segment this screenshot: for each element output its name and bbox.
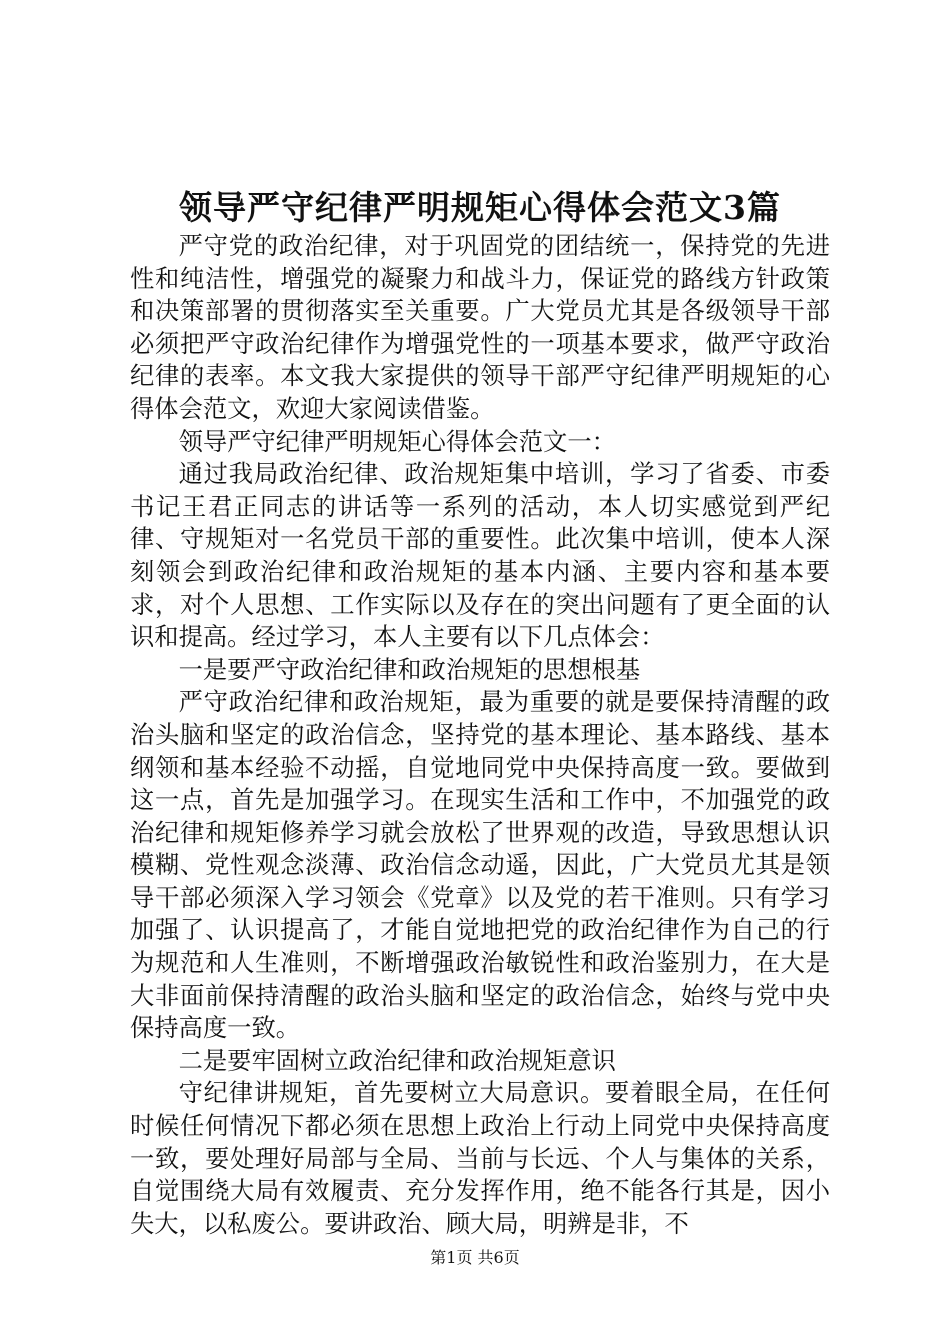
document-title: 领导严守纪律严明规矩心得体会范文3篇 xyxy=(179,188,781,227)
paragraph: 严守党的政治纪律，对于巩固党的团结统一，保持党的先进性和纯洁性，增强党的凝聚力和战斗力，保证党的路线方针政策和决策部署的贯彻落实至关重要。广大党员尤其是各级领导干部必须把严守政治纪律作为增强党性的一项基本要求，做严守政治纪律的表率。本文我大家提供的领导干部严守纪律严明规矩的心得体会范文，欢迎大家阅读借鉴。 xyxy=(130,231,830,423)
paragraph: 通过我局政治纪律、政治规矩集中培训，学习了省委、市委书记王君正同志的讲话等一系列的活动，本人切实感觉到严纪律、守规矩对一名党员干部的重要性。此次集中培训，使本人深刻领会到政治纪律和政治规矩的基本内涵、主要内容和基本要求，对个人思想、工作实际以及存在的突出问题有了更全面的认识和提高。经过学习，本人主要有以下几点体会： xyxy=(130,459,830,652)
section-heading: 领导严守纪律严明规矩心得体会范文一： xyxy=(178,426,616,456)
section-heading: 二是要牢固树立政治纪律和政治规矩意识 xyxy=(178,1045,616,1075)
page-footer: 第1页 共6页 xyxy=(430,1248,520,1267)
paragraph: 守纪律讲规矩，首先要树立大局意识。要着眼全局，在任何时候任何情况下都必须在思想上政治上行动上同党中央保持高度一致，要处理好局部与全局、当前与长远、个人与集体的关系，自觉围绕大局有效履责、充分发挥作用，绝不能各行其是，因小失大，以私废公。要讲政治、顾大局，明辨是非，不 xyxy=(130,1078,830,1238)
section-heading: 一是要严守政治纪律和政治规矩的思想根基 xyxy=(178,654,641,684)
document-body xyxy=(130,230,830,1240)
paragraph: 严守政治纪律和政治规矩，最为重要的就是要保持清醒的政治头脑和坚定的政治信念，坚持党的基本理论、基本路线、基本纲领和基本经验不动摇，自觉地同党中央保持高度一致。要做到这一点，首先是加强学习。在现实生活和工作中，不加强党的政治纪律和规矩修养学习就会放松了世界观的改造，导致思想认识模糊、党性观念淡薄、政治信念动遥，因此，广大党员尤其是领导干部必须深入学习领会《党章》以及党的若干准则。只有学习加强了、认识提高了，才能自觉地把党的政治纪律作为自己的行为规范和人生准则，不断增强政治敏锐性和政治鉴别力，在大是大非面前保持清醒的政治头脑和坚定的政治信念，始终与党中央保持高度一致。 xyxy=(130,687,830,1043)
